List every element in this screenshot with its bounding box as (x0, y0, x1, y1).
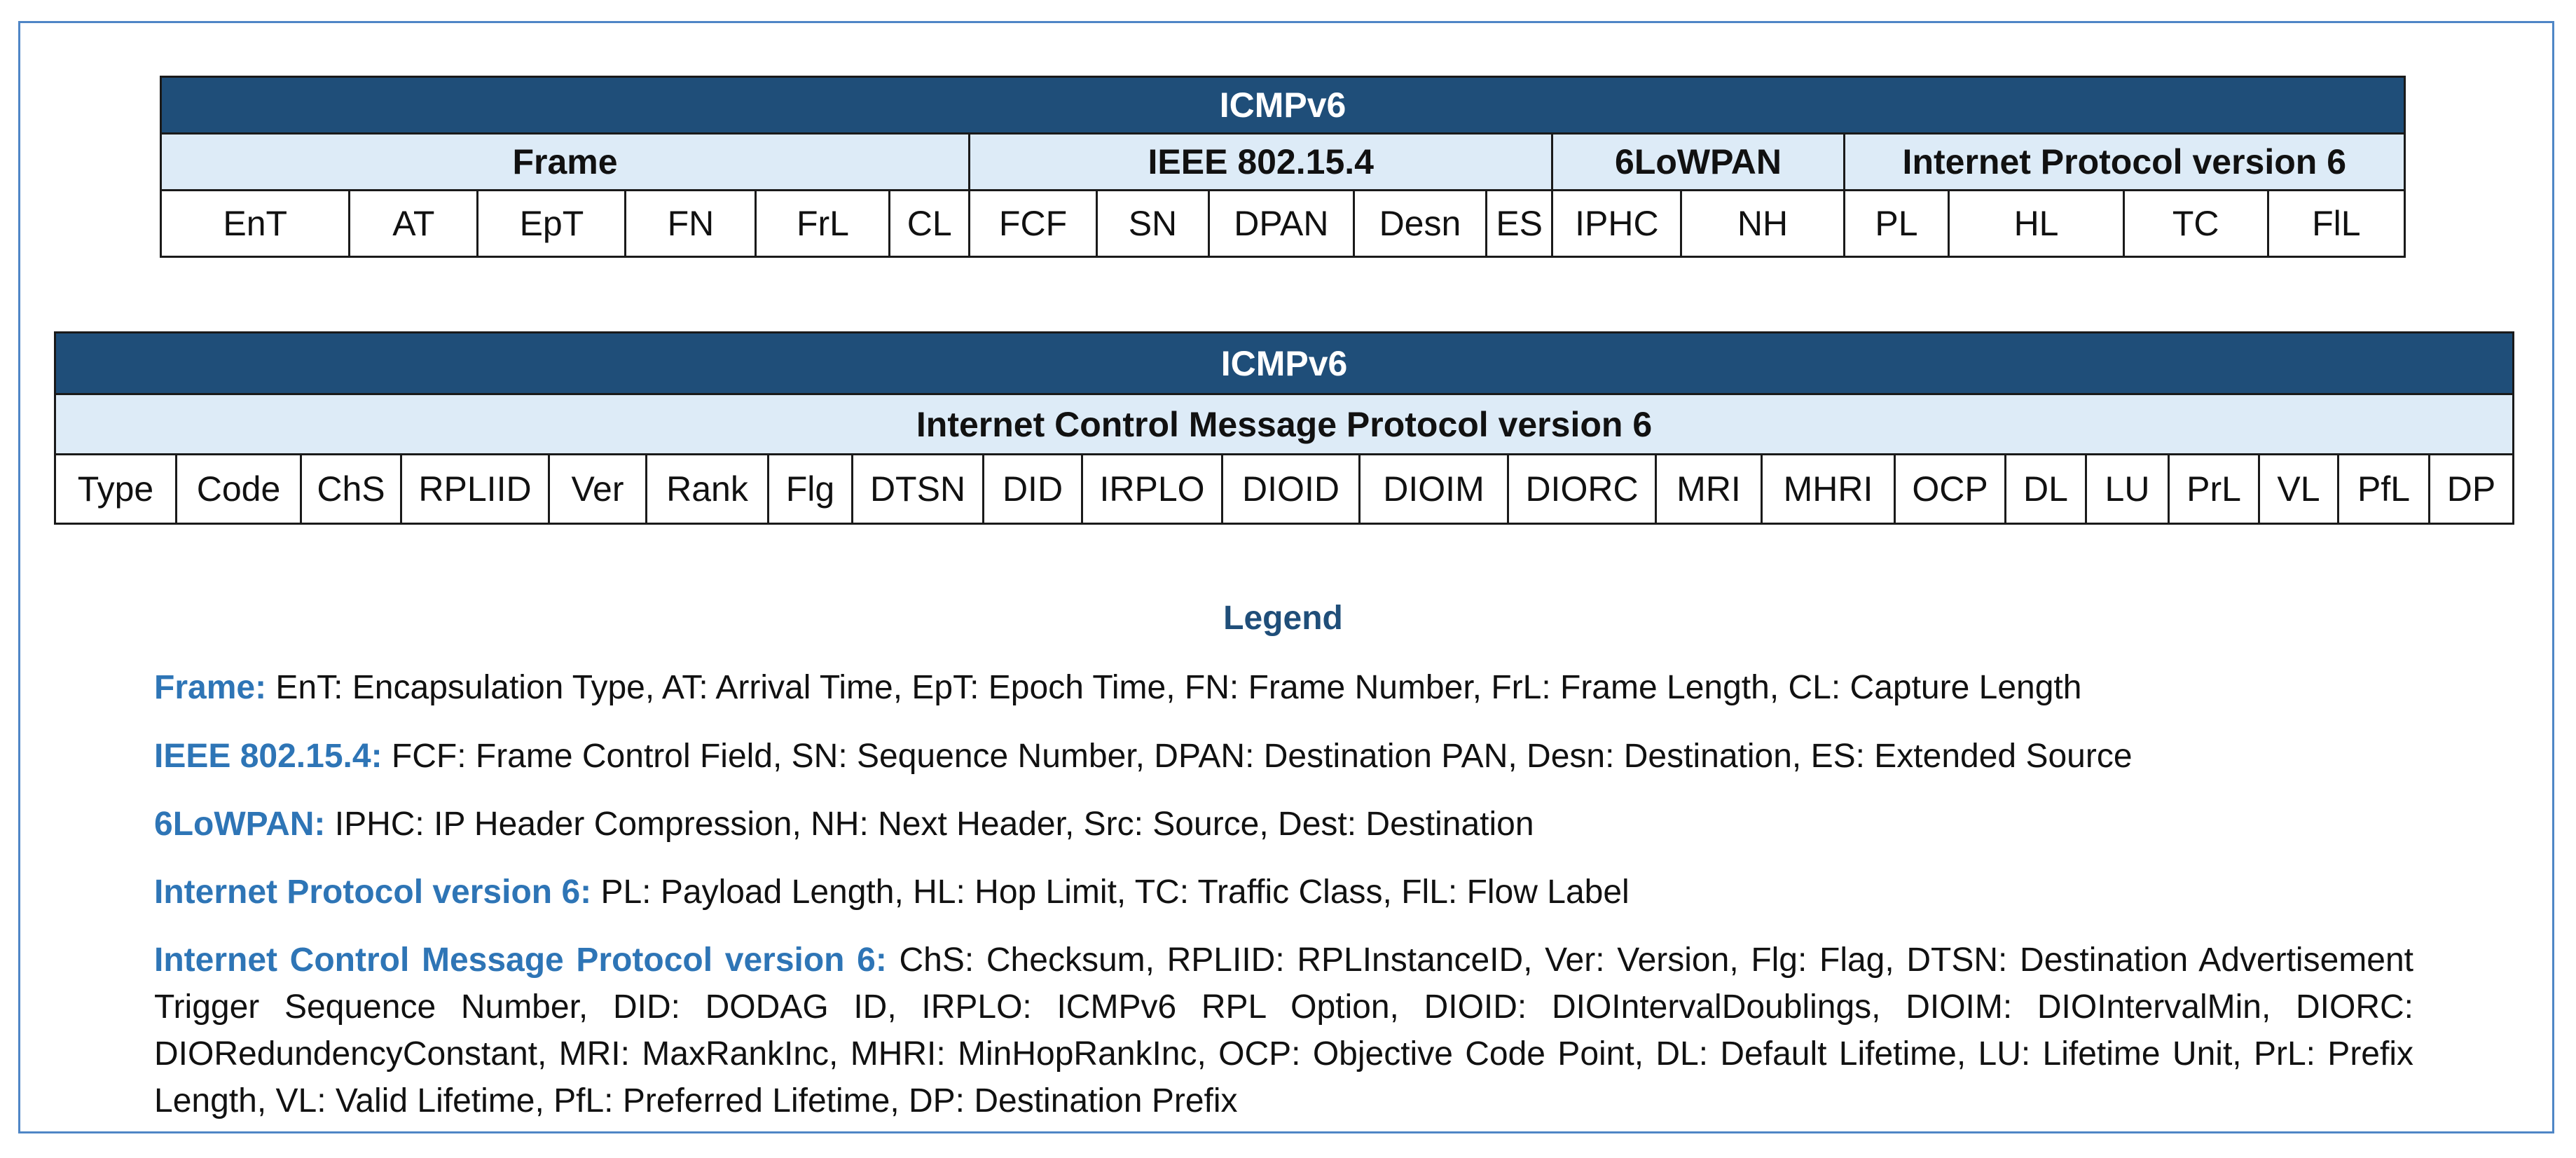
field-cell: AT (350, 191, 478, 257)
field-cell: IRPLO (1082, 455, 1222, 524)
field-cell: PL (1844, 191, 1949, 257)
legend-entry-icmpv6 (154, 937, 2413, 1124)
field-cell: DIORC (1508, 455, 1656, 524)
legend-text: ChS: Checksum, RPLIID: RPLInstanceID, Ver: Version, Flg: Flag, DTSN: Destination Advertisement Trigger Sequence Number, DID: DODAG ID, IRPLO: ICMPv6 RPL Option, DIOID: DIOIntervalDoublings, DIOIM: DIOIntervalMin, DIORC: DIORedundencyConstant, MRI: MaxRankInc, MHRI: MinHopRankInc, OCP: Objective Code Point, DL: Default Lifetime, LU: Lifetime Unit, PrL: Prefix Length, VL: Valid Lifetime, PfL: Preferred Lifetime, DP: Destination Prefix (154, 942, 2413, 1119)
legend-key: IEEE 802.15.4: (154, 738, 383, 775)
legend-entry-6lowpan (154, 801, 2413, 848)
legend-title: Legend (1223, 600, 1343, 637)
field-cell: IPHC (1552, 191, 1681, 257)
field-cell: PrL (2169, 455, 2259, 524)
legend-entry-ieee (154, 733, 2413, 780)
legend-entry-ipv6 (154, 869, 2413, 916)
legend-entry-frame (154, 664, 2413, 711)
legend-text: FCF: Frame Control Field, SN: Sequence Number, DPAN: Destination PAN, Desn: Destination, ES: Extended Source (391, 738, 2133, 775)
field-cell: DTSN (853, 455, 984, 524)
field-cell: DIOIM (1360, 455, 1508, 524)
legend-key: Frame: (154, 669, 267, 706)
field-cell: Flg (769, 455, 853, 524)
field-cell: SN (1097, 191, 1209, 257)
field-cell: Desn (1354, 191, 1486, 257)
field-cell: DIOID (1222, 455, 1360, 524)
field-cell: ES (1486, 191, 1552, 257)
table1-title: ICMPv6 (161, 77, 2405, 134)
field-cell: HL (1949, 191, 2123, 257)
legend-text: PL: Payload Length, HL: Hop Limit, TC: Traffic Class, FlL: Flow Label (600, 874, 1630, 911)
field-cell: DL (2006, 455, 2086, 524)
field-cell: OCP (1895, 455, 2006, 524)
field-cell: EpT (478, 191, 626, 257)
legend-key: 6LoWPAN: (154, 806, 326, 843)
table2-title: ICMPv6 (55, 333, 2514, 394)
field-cell: PfL (2339, 455, 2430, 524)
group-6lowpan: 6LoWPAN (1552, 134, 1844, 191)
legend-text: EnT: Encapsulation Type, AT: Arrival Time, EpT: Epoch Time, FN: Frame Number, FrL: Frame Length, CL: Capture Length (275, 669, 2082, 706)
field-cell: DPAN (1208, 191, 1354, 257)
field-cell: MHRI (1762, 455, 1895, 524)
field-cell: FlL (2268, 191, 2404, 257)
field-cell: CL (890, 191, 970, 257)
legend-key: Internet Protocol version 6: (154, 874, 592, 911)
field-cell: TC (2123, 191, 2268, 257)
legend-key: Internet Control Message Protocol version 6: (154, 942, 887, 979)
group-icmpv6: Internet Control Message Protocol version 6 (55, 394, 2514, 455)
field-cell: FrL (756, 191, 890, 257)
group-ieee-802-15-4: IEEE 802.15.4 (970, 134, 1552, 191)
field-cell: VL (2259, 455, 2339, 524)
field-cell: Rank (647, 455, 769, 524)
field-cell: LU (2086, 455, 2169, 524)
group-ipv6: Internet Protocol version 6 (1844, 134, 2404, 191)
field-cell: EnT (161, 191, 350, 257)
group-frame: Frame (161, 134, 970, 191)
field-cell: ChS (301, 455, 401, 524)
field-cell: Ver (549, 455, 647, 524)
field-cell: NH (1681, 191, 1844, 257)
field-cell: DID (984, 455, 1082, 524)
field-cell: FN (626, 191, 756, 257)
field-cell: Type (55, 455, 177, 524)
legend-text: IPHC: IP Header Compression, NH: Next Header, Src: Source, Dest: Destination (334, 806, 1534, 843)
field-cell: FCF (970, 191, 1097, 257)
field-cell: MRI (1656, 455, 1762, 524)
field-cell: RPLIID (401, 455, 549, 524)
frame-ieee-6lowpan-ipv6-fields-table (160, 76, 2406, 258)
icmpv6-fields-table (54, 331, 2514, 525)
field-cell: Code (177, 455, 301, 524)
field-cell: DP (2430, 455, 2514, 524)
